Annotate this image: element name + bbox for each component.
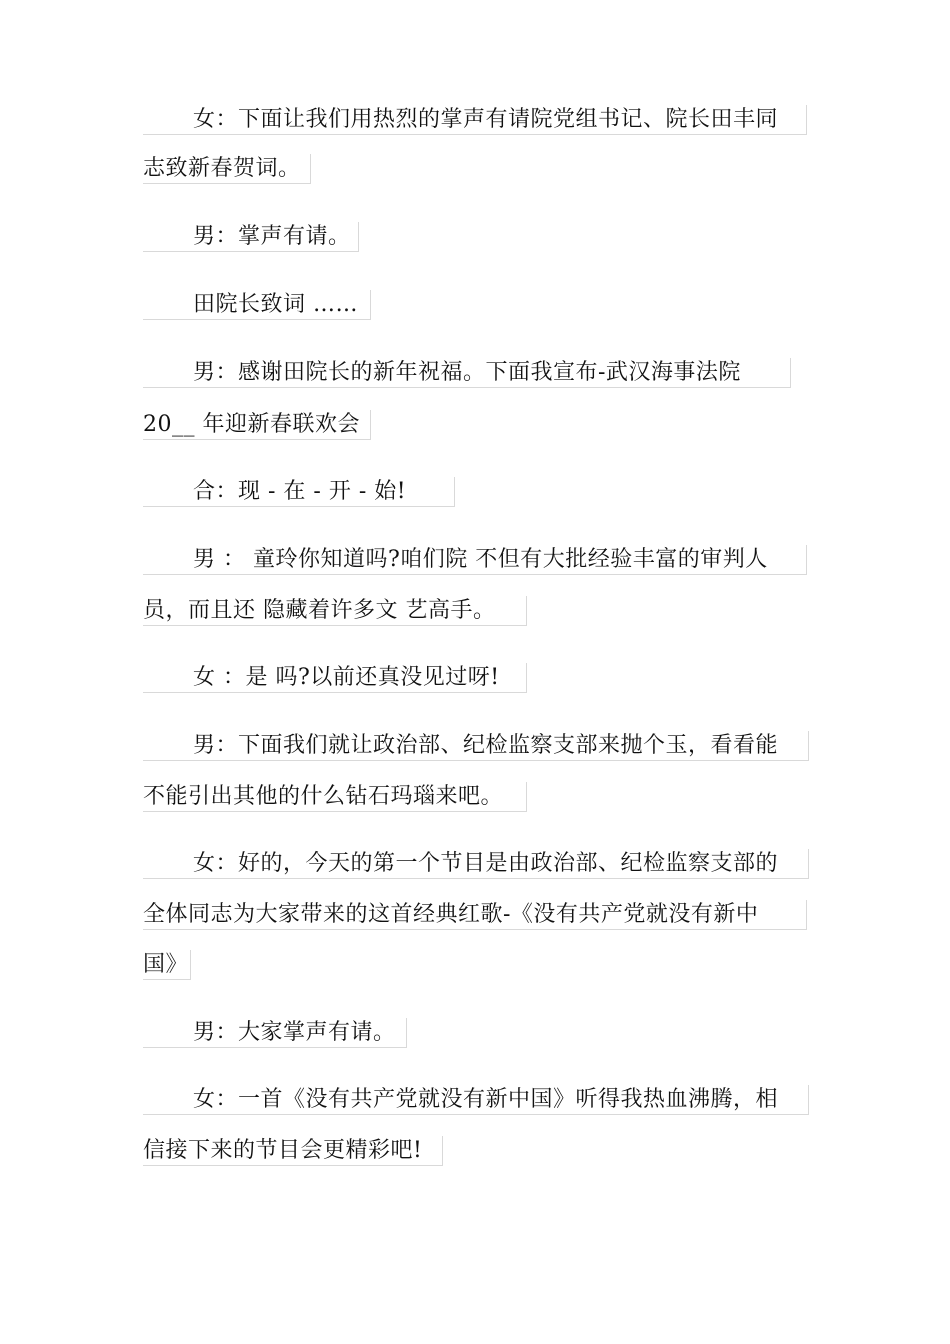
text-line: 男：大家掌声有请。 [143,1018,407,1048]
text-line: 信接下来的节目会更精彩吧! [143,1136,443,1166]
text-line: 员，而且还 隐藏着许多文 艺高手。 [143,596,527,626]
text-line: 国》 [143,950,191,980]
text-line: 全体同志为大家带来的这首经典红歌-《没有共产党就没有新中 [143,900,807,930]
text-line: 男：感谢田院长的新年祝福。下面我宣布-武汉海事法院 [143,358,791,388]
text-line: 男：下面我们就让政治部、纪检监察支部来抛个玉，看看能 [143,731,809,761]
text-line: 田院长致词 …… [143,290,371,320]
text-line: 不能引出其他的什么钻石玛瑙来吧。 [143,782,527,812]
text-line: 女：下面让我们用热烈的掌声有请院党组书记、院长田丰同 [143,105,807,135]
text-line: 志致新春贺词。 [143,154,311,184]
text-line: 女：好的，今天的第一个节目是由政治部、纪检监察支部的 [143,849,809,879]
text-line: 男 ： 童玲你知道吗?咱们院 不但有大批经验丰富的审判人 [143,545,807,575]
text-line: 女：一首《没有共产党就没有新中国》听得我热血沸腾，相 [143,1085,809,1115]
text-line: 合：现 - 在 - 开 - 始! [143,477,455,507]
text-line: 男：掌声有请。 [143,222,359,252]
text-line: 女 ：是 吗?以前还真没见过呀! [143,663,527,693]
text-line: 20__ 年迎新春联欢会 [143,410,371,440]
